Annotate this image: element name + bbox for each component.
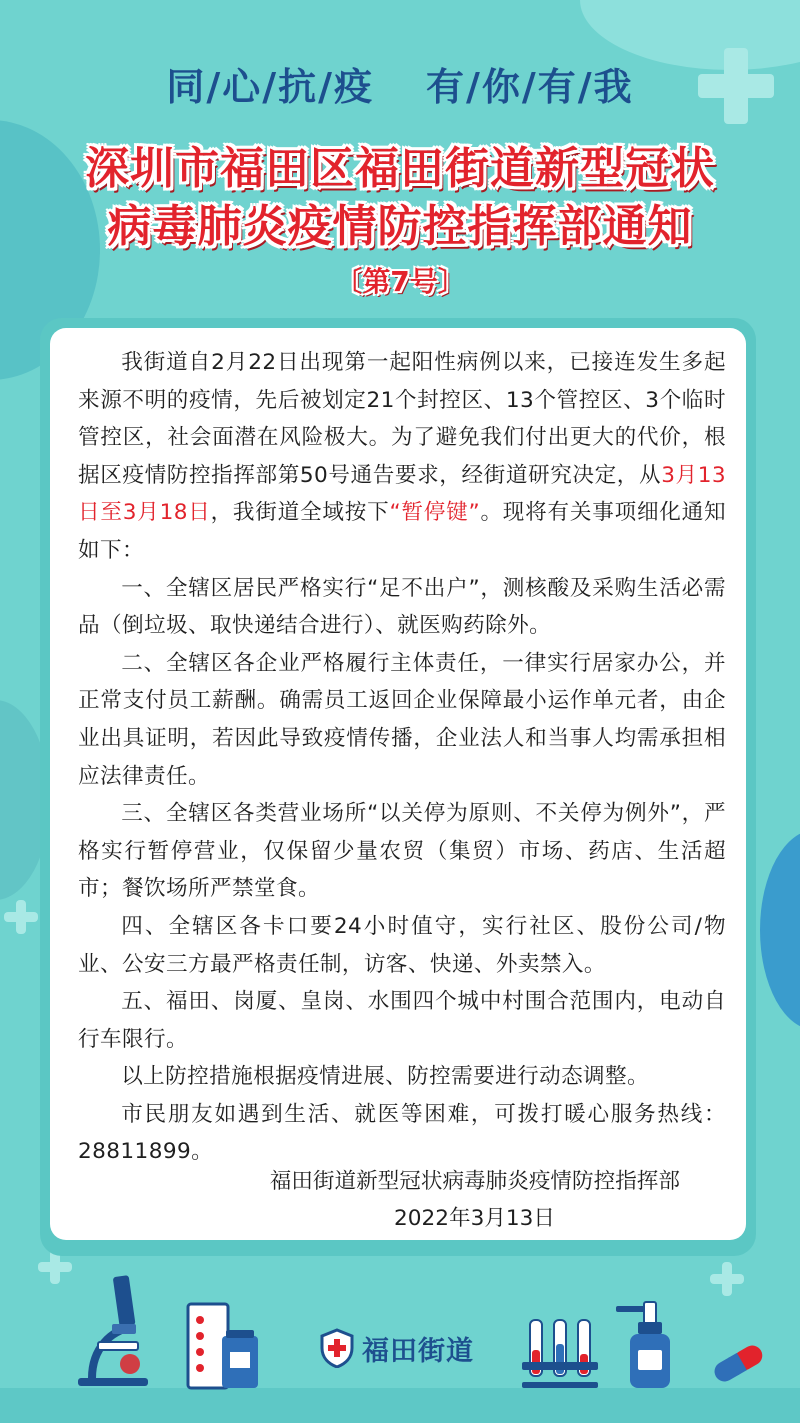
medicine-box-icon xyxy=(186,1300,266,1390)
notice-hotline: 市民朋友如遇到生活、就医等困难，可拨打暖心服务热线：28811899。 xyxy=(78,1101,726,1165)
notice-closing: 以上防控措施根据疫情进展、防控需要进行动态调整。 xyxy=(121,1064,650,1090)
notice-item-2: 二、全辖区各企业严格履行主体责任，一律实行居家办公，并正常支付员工薪酬。确需员工返回企业保障最小运作单元者，由企业出具证明，若因此导致疫情传播，企业法人和当事人均需承担相应法律责任。 xyxy=(78,650,726,789)
notice-item-4: 四、全辖区各卡口要24小时值守，实行社区、股份公司/物业、公安三方最严格责任制，访客、快递、外卖禁入。 xyxy=(78,913,726,977)
shield-cross-icon xyxy=(320,1328,354,1368)
notice-title-line1: 深圳市福田区福田街道新型冠状 xyxy=(85,143,715,194)
plus-decoration-icon xyxy=(4,900,38,934)
microscope-icon xyxy=(72,1268,162,1388)
footer-brand-name: 福田街道 xyxy=(362,1335,474,1367)
slogan-right: 有/你/有/我 xyxy=(426,64,634,109)
plus-decoration-icon xyxy=(710,1262,744,1296)
footer-bar xyxy=(0,1388,800,1423)
notice-body xyxy=(78,344,726,1171)
intro-text: ，我街道全域按下 xyxy=(210,500,390,526)
notice-item-3: 三、全辖区各类营业场所“以关停为原则、不关停为例外”，严格实行暂停营业，仅保留少量农贸（集贸）市场、药店、生活超市；餐饮场所严禁堂食。 xyxy=(78,801,726,902)
spray-bottle-icon xyxy=(614,1300,684,1390)
bg-blob xyxy=(760,830,800,1030)
notice-title-line2: 病毒肺炎疫情防控指挥部通知 xyxy=(107,201,693,252)
slogan-left: 同/心/抗/疫 xyxy=(166,64,374,109)
intro-text: 我街道自2月22日出现第一起阳性病例以来，已接连发生多起来源不明的疫情，先后被划定21个封控区、13个管控区、3个临时管控区，社会面潜在风险极大。为了避免我们付出更大的代价，根据区疫情防控指挥部第50号通告要求，经街道研究决定，从 xyxy=(78,350,726,488)
slogan xyxy=(0,56,800,111)
notice-date: 2022年3月13日 xyxy=(394,1206,555,1231)
notice-intro xyxy=(78,344,726,570)
signer: 福田街道新型冠状病毒肺炎疫情防控指挥部 xyxy=(269,1169,680,1194)
notice-item-5: 五、福田、岗厦、皇岗、水围四个城中村围合范围内，电动自行车限行。 xyxy=(78,989,726,1052)
issue-number: 〔第7号〕 xyxy=(334,265,466,298)
intro-text: 。现将有关事项细化通知如下： xyxy=(78,500,727,563)
test-tubes-icon xyxy=(520,1316,600,1390)
footer-brand xyxy=(320,1328,474,1368)
pause-dates: 3月13日至3月18日 xyxy=(78,462,726,526)
pause-key: “暂停键” xyxy=(389,500,481,526)
notice-item-1: 一、全辖区居民严格实行“足不出户”，测核酸及采购生活必需品（倒垃圾、取快递结合进行）、就医购药除外。 xyxy=(78,575,726,639)
capsule-icon xyxy=(706,1340,776,1384)
